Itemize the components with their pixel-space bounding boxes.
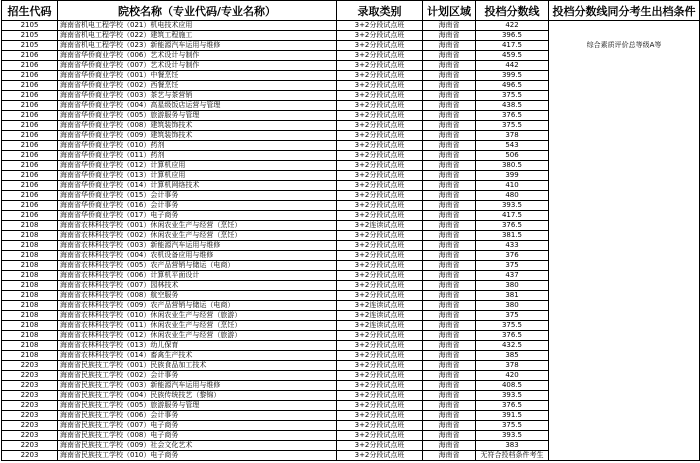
plan-area-cell: 海南省 bbox=[423, 331, 476, 341]
plan-area-cell: 海南省 bbox=[423, 441, 476, 451]
school-major-cell: 海南省华侨商业学校（007）艺术设计与制作 bbox=[58, 61, 337, 71]
cutoff-score-cell: 376.5 bbox=[476, 331, 549, 341]
cutoff-score-cell: 375.5 bbox=[476, 91, 549, 101]
enrollment-code-cell: 2203 bbox=[2, 451, 58, 461]
cutoff-score-cell: 393.5 bbox=[476, 201, 549, 211]
plan-area-cell: 海南省 bbox=[423, 171, 476, 181]
plan-area-cell: 海南省 bbox=[423, 211, 476, 221]
cutoff-score-cell: 375.5 bbox=[476, 421, 549, 431]
cutoff-score-cell: 381.5 bbox=[476, 231, 549, 241]
cutoff-score-cell: 375.5 bbox=[476, 321, 549, 331]
enrollment-code-cell: 2108 bbox=[2, 331, 58, 341]
admission-type-cell: 3+2分段试点班 bbox=[337, 21, 423, 31]
plan-area-cell: 海南省 bbox=[423, 131, 476, 141]
school-major-cell: 海南省民族技工学校（007）电子商务 bbox=[58, 421, 337, 431]
school-major-cell: 海南省华侨商业学校（005）旅游服务与管理 bbox=[58, 111, 337, 121]
school-major-cell: 海南省民族技工学校（006）会计事务 bbox=[58, 411, 337, 421]
plan-area-cell: 海南省 bbox=[423, 121, 476, 131]
cutoff-score-cell: 438.5 bbox=[476, 101, 549, 111]
plan-area-cell: 海南省 bbox=[423, 271, 476, 281]
enrollment-code-cell: 2106 bbox=[2, 191, 58, 201]
enrollment-code-cell: 2108 bbox=[2, 291, 58, 301]
enrollment-code-cell: 2203 bbox=[2, 411, 58, 421]
admission-type-cell: 3+2分段试点班 bbox=[337, 241, 423, 251]
school-major-cell: 海南省民族技工学校（004）民族传统技艺（黎锦） bbox=[58, 391, 337, 401]
enrollment-code-cell: 2108 bbox=[2, 301, 58, 311]
plan-area-cell: 海南省 bbox=[423, 31, 476, 41]
cutoff-score-cell: 410 bbox=[476, 181, 549, 191]
plan-area-cell: 海南省 bbox=[423, 291, 476, 301]
plan-area-cell: 海南省 bbox=[423, 181, 476, 191]
header-admission-type: 录取类别 bbox=[337, 1, 423, 21]
admission-type-cell: 3+2分段试点班 bbox=[337, 191, 423, 201]
admission-type-cell: 3+2分段试点班 bbox=[337, 111, 423, 121]
enrollment-code-cell: 2106 bbox=[2, 181, 58, 191]
admission-type-cell: 3+2分段试点班 bbox=[337, 231, 423, 241]
enrollment-code-cell: 2106 bbox=[2, 161, 58, 171]
school-major-cell: 海南省华侨商业学校（014）计算机网络技术 bbox=[58, 181, 337, 191]
cutoff-score-cell: 376.5 bbox=[476, 221, 549, 231]
cutoff-score-cell: 480 bbox=[476, 191, 549, 201]
admission-type-cell: 3+2分段试点班 bbox=[337, 251, 423, 261]
cutoff-score-cell: 459.5 bbox=[476, 51, 549, 61]
school-major-cell: 海南省农林科技学校（003）新能源汽车运用与维修 bbox=[58, 241, 337, 251]
cutoff-score-cell: 417.5 bbox=[476, 41, 549, 51]
plan-area-cell: 海南省 bbox=[423, 411, 476, 421]
header-plan-area: 计划区域 bbox=[423, 1, 476, 21]
enrollment-code-cell: 2203 bbox=[2, 401, 58, 411]
plan-area-cell: 海南省 bbox=[423, 241, 476, 251]
admission-type-cell: 3+2分段试点班 bbox=[337, 381, 423, 391]
cutoff-score-cell: 408.5 bbox=[476, 381, 549, 391]
enrollment-code-cell: 2106 bbox=[2, 201, 58, 211]
plan-area-cell: 海南省 bbox=[423, 51, 476, 61]
plan-area-cell: 海南省 bbox=[423, 101, 476, 111]
enrollment-code-cell: 2203 bbox=[2, 361, 58, 371]
cutoff-score-cell: 396.5 bbox=[476, 31, 549, 41]
school-major-cell: 海南省华侨商业学校（001）中餐烹饪 bbox=[58, 71, 337, 81]
plan-area-cell: 海南省 bbox=[423, 91, 476, 101]
plan-area-cell: 海南省 bbox=[423, 401, 476, 411]
header-code: 招生代码 bbox=[2, 1, 58, 21]
plan-area-cell: 海南省 bbox=[423, 431, 476, 441]
admission-type-cell: 3+2分段试点班 bbox=[337, 61, 423, 71]
enrollment-code-cell: 2108 bbox=[2, 321, 58, 331]
enrollment-code-cell: 2108 bbox=[2, 221, 58, 231]
school-major-cell: 海南省华侨商业学校（006）艺术设计与制作 bbox=[58, 51, 337, 61]
admission-type-cell: 3+2分段试点班 bbox=[337, 101, 423, 111]
cutoff-score-cell: 380 bbox=[476, 281, 549, 291]
cutoff-score-cell: 437 bbox=[476, 271, 549, 281]
school-major-cell: 海南省农林科技学校（013）幼儿保育 bbox=[58, 341, 337, 351]
plan-area-cell: 海南省 bbox=[423, 251, 476, 261]
school-major-cell: 海南省农林科技学校（005）农产品营销与储运（电商） bbox=[58, 261, 337, 271]
table-body bbox=[2, 21, 700, 461]
school-major-cell: 海南省农林科技学校（009）农产品营销与储运（电商） bbox=[58, 301, 337, 311]
header-row bbox=[2, 1, 700, 21]
plan-area-cell: 海南省 bbox=[423, 71, 476, 81]
cutoff-score-cell: 380.5 bbox=[476, 161, 549, 171]
plan-area-cell: 海南省 bbox=[423, 61, 476, 71]
cutoff-score-cell: 385 bbox=[476, 351, 549, 361]
cutoff-score-cell: 391.5 bbox=[476, 411, 549, 421]
cutoff-score-cell: 375 bbox=[476, 261, 549, 271]
admission-type-cell: 3+2分段试点班 bbox=[337, 391, 423, 401]
school-major-cell: 海南省华侨商业学校（012）计算机应用 bbox=[58, 161, 337, 171]
enrollment-code-cell: 2105 bbox=[2, 31, 58, 41]
cutoff-score-cell: 432.5 bbox=[476, 341, 549, 351]
admission-type-cell: 3+2连读试点班 bbox=[337, 221, 423, 231]
enrollment-code-cell: 2108 bbox=[2, 251, 58, 261]
school-major-cell: 海南省民族技工学校（001）民族食品加工技术 bbox=[58, 361, 337, 371]
enrollment-code-cell: 2203 bbox=[2, 381, 58, 391]
cutoff-score-cell: 442 bbox=[476, 61, 549, 71]
cutoff-score-cell: 399.5 bbox=[476, 71, 549, 81]
enrollment-code-cell: 2106 bbox=[2, 111, 58, 121]
plan-area-cell: 海南省 bbox=[423, 261, 476, 271]
school-major-cell: 海南省农林科技学校（010）休闲农业生产与经营（旅游） bbox=[58, 311, 337, 321]
admission-type-cell: 3+2分段试点班 bbox=[337, 161, 423, 171]
school-major-cell: 海南省华侨商业学校（004）高星级饭店运营与管理 bbox=[58, 101, 337, 111]
admission-type-cell: 3+2分段试点班 bbox=[337, 411, 423, 421]
plan-area-cell: 海南省 bbox=[423, 311, 476, 321]
school-major-cell: 海南省民族技工学校（008）电子商务 bbox=[58, 431, 337, 441]
school-major-cell: 海南省华侨商业学校（011）药剂 bbox=[58, 151, 337, 161]
school-major-cell: 海南省农林科技学校（011）休闲农业生产与经营（烹饪） bbox=[58, 321, 337, 331]
enrollment-code-cell: 2203 bbox=[2, 371, 58, 381]
school-major-cell: 海南省华侨商业学校（015）会计事务 bbox=[58, 191, 337, 201]
cutoff-score-cell: 378 bbox=[476, 361, 549, 371]
admission-type-cell: 3+2分段试点班 bbox=[337, 151, 423, 161]
plan-area-cell: 海南省 bbox=[423, 141, 476, 151]
school-major-cell: 海南省民族技工学校（005）旅游服务与管理 bbox=[58, 401, 337, 411]
school-major-cell: 海南省农林科技学校（006）计算机平面设计 bbox=[58, 271, 337, 281]
cutoff-score-cell: 380 bbox=[476, 301, 549, 311]
enrollment-code-cell: 2106 bbox=[2, 211, 58, 221]
plan-area-cell: 海南省 bbox=[423, 301, 476, 311]
plan-area-cell: 海南省 bbox=[423, 281, 476, 291]
admission-type-cell: 3+2分段试点班 bbox=[337, 351, 423, 361]
score-table bbox=[1, 0, 700, 461]
enrollment-code-cell: 2108 bbox=[2, 351, 58, 361]
enrollment-code-cell: 2106 bbox=[2, 171, 58, 181]
admission-type-cell: 3+2连读试点班 bbox=[337, 301, 423, 311]
admission-type-cell: 3+2连读试点班 bbox=[337, 321, 423, 331]
plan-area-cell: 海南省 bbox=[423, 201, 476, 211]
school-major-cell: 海南省机电工程学校（021）机电技术应用 bbox=[58, 21, 337, 31]
admission-type-cell: 3+2分段试点班 bbox=[337, 431, 423, 441]
admission-type-cell: 3+2分段试点班 bbox=[337, 131, 423, 141]
plan-area-cell: 海南省 bbox=[423, 41, 476, 51]
enrollment-code-cell: 2106 bbox=[2, 151, 58, 161]
school-major-cell: 海南省民族技工学校（003）新能源汽车运用与维修 bbox=[58, 381, 337, 391]
enrollment-code-cell: 2105 bbox=[2, 21, 58, 31]
admission-type-cell: 3+2分段试点班 bbox=[337, 41, 423, 51]
admission-type-cell: 3+2分段试点班 bbox=[337, 291, 423, 301]
plan-area-cell: 海南省 bbox=[423, 361, 476, 371]
enrollment-code-cell: 2203 bbox=[2, 391, 58, 401]
plan-area-cell: 海南省 bbox=[423, 221, 476, 231]
school-major-cell: 海南省华侨商业学校（003）茶艺与茶营销 bbox=[58, 91, 337, 101]
admission-type-cell: 3+2分段试点班 bbox=[337, 341, 423, 351]
enrollment-code-cell: 2108 bbox=[2, 261, 58, 271]
admission-type-cell: 3+2分段试点班 bbox=[337, 201, 423, 211]
enrollment-code-cell: 2108 bbox=[2, 281, 58, 291]
admission-type-cell: 3+2分段试点班 bbox=[337, 401, 423, 411]
plan-area-cell: 海南省 bbox=[423, 421, 476, 431]
cutoff-score-cell: 383 bbox=[476, 441, 549, 451]
school-major-cell: 海南省机电工程学校（022）建筑工程施工 bbox=[58, 31, 337, 41]
admission-type-cell: 3+2分段试点班 bbox=[337, 31, 423, 41]
plan-area-cell: 海南省 bbox=[423, 451, 476, 461]
enrollment-code-cell: 2203 bbox=[2, 431, 58, 441]
enrollment-code-cell: 2106 bbox=[2, 71, 58, 81]
admission-type-cell: 3+2分段试点班 bbox=[337, 331, 423, 341]
plan-area-cell: 海南省 bbox=[423, 391, 476, 401]
enrollment-code-cell: 2108 bbox=[2, 241, 58, 251]
tie-condition-text: 综合素质评价总等级A等 bbox=[586, 41, 662, 49]
enrollment-code-cell: 2106 bbox=[2, 141, 58, 151]
cutoff-score-cell: 376 bbox=[476, 251, 549, 261]
cutoff-score-cell: 无符合投档条件考生 bbox=[476, 451, 549, 461]
cutoff-score-cell: 496.5 bbox=[476, 81, 549, 91]
enrollment-code-cell: 2203 bbox=[2, 421, 58, 431]
school-major-cell: 海南省华侨商业学校（017）电子商务 bbox=[58, 211, 337, 221]
school-major-cell: 海南省农林科技学校（004）农机设备应用与维修 bbox=[58, 251, 337, 261]
enrollment-code-cell: 2106 bbox=[2, 101, 58, 111]
admission-type-cell: 3+2分段试点班 bbox=[337, 81, 423, 91]
admission-type-cell: 3+2分段试点班 bbox=[337, 171, 423, 181]
header-cutoff-score: 投档分数线 bbox=[476, 1, 549, 21]
admission-type-cell: 3+2分段试点班 bbox=[337, 211, 423, 221]
enrollment-code-cell: 2105 bbox=[2, 41, 58, 51]
admission-type-cell: 3+2分段试点班 bbox=[337, 261, 423, 271]
plan-area-cell: 海南省 bbox=[423, 21, 476, 31]
cutoff-score-cell: 381 bbox=[476, 291, 549, 301]
admission-type-cell: 3+2分段试点班 bbox=[337, 441, 423, 451]
admission-type-cell: 3+2分段试点班 bbox=[337, 451, 423, 461]
enrollment-code-cell: 2106 bbox=[2, 51, 58, 61]
admission-type-cell: 3+2分段试点班 bbox=[337, 91, 423, 101]
plan-area-cell: 海南省 bbox=[423, 381, 476, 391]
cutoff-score-cell: 376.5 bbox=[476, 111, 549, 121]
admission-type-cell: 3+2分段试点班 bbox=[337, 121, 423, 131]
admission-type-cell: 3+2分段试点班 bbox=[337, 141, 423, 151]
school-major-cell: 海南省农林科技学校（001）休闲农业生产与经营（烹饪） bbox=[58, 221, 337, 231]
cutoff-score-cell: 417.5 bbox=[476, 211, 549, 221]
cutoff-score-cell: 399 bbox=[476, 171, 549, 181]
school-major-cell: 海南省民族技工学校（010）电子商务 bbox=[58, 451, 337, 461]
school-major-cell: 海南省华侨商业学校（010）药剂 bbox=[58, 141, 337, 151]
plan-area-cell: 海南省 bbox=[423, 111, 476, 121]
enrollment-code-cell: 2106 bbox=[2, 121, 58, 131]
school-major-cell: 海南省机电工程学校（023）新能源汽车运用与维修 bbox=[58, 41, 337, 51]
table-row bbox=[2, 21, 700, 31]
tie-condition-cell bbox=[549, 21, 700, 461]
plan-area-cell: 海南省 bbox=[423, 371, 476, 381]
school-major-cell: 海南省华侨商业学校（002）西餐烹饪 bbox=[58, 81, 337, 91]
cutoff-score-cell: 393.5 bbox=[476, 431, 549, 441]
cutoff-score-cell: 543 bbox=[476, 141, 549, 151]
plan-area-cell: 海南省 bbox=[423, 151, 476, 161]
admission-type-cell: 3+2分段试点班 bbox=[337, 51, 423, 61]
school-major-cell: 海南省华侨商业学校（009）建筑装饰技术 bbox=[58, 131, 337, 141]
cutoff-score-cell: 378 bbox=[476, 131, 549, 141]
school-major-cell: 海南省农林科技学校（007）园林技术 bbox=[58, 281, 337, 291]
admission-type-cell: 3+2分段试点班 bbox=[337, 181, 423, 191]
plan-area-cell: 海南省 bbox=[423, 341, 476, 351]
header-school-major: 院校名称（专业代码/专业名称） bbox=[58, 1, 337, 21]
enrollment-code-cell: 2108 bbox=[2, 341, 58, 351]
cutoff-score-cell: 420 bbox=[476, 371, 549, 381]
plan-area-cell: 海南省 bbox=[423, 191, 476, 201]
cutoff-score-cell: 376.5 bbox=[476, 401, 549, 411]
enrollment-code-cell: 2108 bbox=[2, 311, 58, 321]
header-tie-condition: 投档分数线同分考生出档条件 bbox=[549, 1, 700, 21]
enrollment-code-cell: 2203 bbox=[2, 441, 58, 451]
enrollment-code-cell: 2108 bbox=[2, 231, 58, 241]
admission-type-cell: 3+2连读试点班 bbox=[337, 311, 423, 321]
school-major-cell: 海南省农林科技学校（012）休闲农业生产与经营（旅游） bbox=[58, 331, 337, 341]
enrollment-code-cell: 2106 bbox=[2, 131, 58, 141]
school-major-cell: 海南省农林科技学校（008）航空服务 bbox=[58, 291, 337, 301]
cutoff-score-cell: 375.5 bbox=[476, 121, 549, 131]
cutoff-score-cell: 506 bbox=[476, 151, 549, 161]
cutoff-score-cell: 433 bbox=[476, 241, 549, 251]
school-major-cell: 海南省华侨商业学校（008）建筑装饰技术 bbox=[58, 121, 337, 131]
admission-type-cell: 3+2分段试点班 bbox=[337, 71, 423, 81]
cutoff-score-cell: 393.5 bbox=[476, 391, 549, 401]
admission-type-cell: 3+2分段试点班 bbox=[337, 281, 423, 291]
school-major-cell: 海南省农林科技学校（014）畜禽生产技术 bbox=[58, 351, 337, 361]
plan-area-cell: 海南省 bbox=[423, 81, 476, 91]
enrollment-code-cell: 2106 bbox=[2, 91, 58, 101]
plan-area-cell: 海南省 bbox=[423, 321, 476, 331]
cutoff-score-cell: 422 bbox=[476, 21, 549, 31]
plan-area-cell: 海南省 bbox=[423, 231, 476, 241]
school-major-cell: 海南省民族技工学校（009）社会文化艺术 bbox=[58, 441, 337, 451]
enrollment-code-cell: 2108 bbox=[2, 271, 58, 281]
plan-area-cell: 海南省 bbox=[423, 351, 476, 361]
admission-type-cell: 3+2分段试点班 bbox=[337, 271, 423, 281]
admission-type-cell: 3+2分段试点班 bbox=[337, 371, 423, 381]
admission-type-cell: 3+2分段试点班 bbox=[337, 421, 423, 431]
school-major-cell: 海南省农林科技学校（002）休闲农业生产与经营（烹饪） bbox=[58, 231, 337, 241]
school-major-cell: 海南省华侨商业学校（013）计算机应用 bbox=[58, 171, 337, 181]
admission-type-cell: 3+2分段试点班 bbox=[337, 361, 423, 371]
cutoff-score-cell: 375 bbox=[476, 311, 549, 321]
school-major-cell: 海南省华侨商业学校（016）会计事务 bbox=[58, 201, 337, 211]
school-major-cell: 海南省民族技工学校（002）会计事务 bbox=[58, 371, 337, 381]
plan-area-cell: 海南省 bbox=[423, 161, 476, 171]
enrollment-code-cell: 2106 bbox=[2, 81, 58, 91]
enrollment-code-cell: 2106 bbox=[2, 61, 58, 71]
